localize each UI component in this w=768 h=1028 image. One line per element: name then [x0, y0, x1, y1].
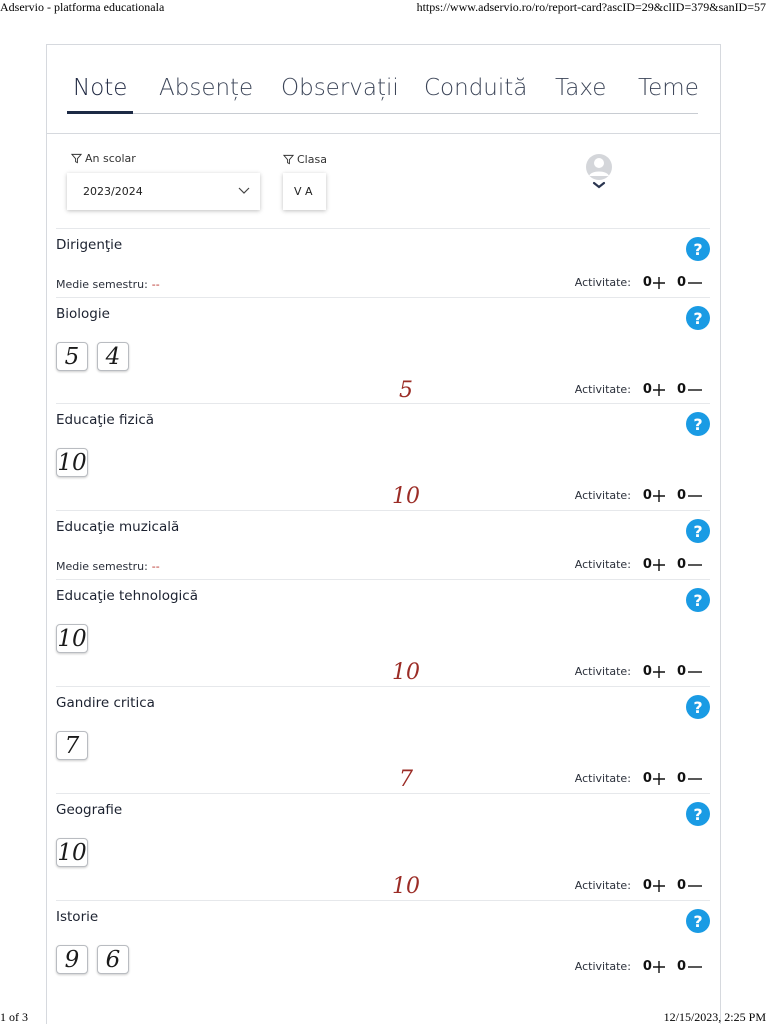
plus-icon[interactable]	[653, 666, 665, 678]
print-page-number: 1 of 3	[0, 1010, 28, 1024]
subject-row	[56, 403, 710, 511]
subject-row	[56, 297, 710, 404]
subject-average: 5	[399, 378, 413, 403]
plus-icon[interactable]	[653, 773, 665, 785]
grade-badge[interactable]: 5	[56, 342, 88, 371]
plus-count: 0	[642, 771, 652, 786]
semester-average-value: --	[151, 560, 160, 573]
minus-count: 0	[676, 771, 686, 786]
grade-badge[interactable]: 6	[97, 945, 129, 974]
semester-average	[56, 278, 160, 291]
plus-icon[interactable]	[653, 559, 665, 571]
year-select-value: 2023/2024	[83, 185, 143, 198]
filter-icon	[283, 154, 294, 165]
year-select[interactable]	[67, 173, 260, 210]
plus-count: 0	[642, 275, 652, 290]
activity-label: Activitate:	[574, 665, 631, 678]
plus-icon[interactable]	[653, 384, 665, 396]
minus-icon[interactable]	[688, 490, 702, 502]
activity-label: Activitate:	[574, 489, 631, 502]
class-select-value: V A	[294, 185, 313, 198]
subject-average: 10	[392, 484, 420, 509]
minus-icon[interactable]	[688, 384, 702, 396]
activity-points	[575, 275, 702, 290]
subject-name: Dirigenţie	[56, 237, 123, 253]
activity-label: Activitate:	[574, 276, 631, 289]
subject-name: Educaţie fizică	[56, 412, 155, 428]
subject-name: Educaţie muzicală	[56, 519, 180, 535]
class-filter-label	[283, 153, 327, 166]
minus-icon[interactable]	[688, 961, 702, 973]
print-datetime: 12/15/2023, 2:25 PM	[663, 1010, 766, 1024]
activity-points	[575, 959, 702, 974]
tab-absente[interactable]: Absențe	[159, 75, 254, 101]
minus-icon[interactable]	[688, 559, 702, 571]
minus-icon[interactable]	[688, 666, 702, 678]
plus-icon[interactable]	[653, 490, 665, 502]
help-icon[interactable]: ?	[686, 306, 710, 330]
active-tab-indicator	[67, 111, 133, 114]
activity-points	[575, 382, 702, 397]
subject-average: 7	[399, 767, 413, 792]
plus-count: 0	[642, 382, 652, 397]
tab-observatii[interactable]: Observații	[281, 75, 399, 101]
semester-average-value: --	[151, 278, 160, 291]
grade-badge[interactable]: 10	[57, 625, 87, 652]
minus-count: 0	[676, 878, 686, 893]
minus-icon[interactable]	[688, 773, 702, 785]
subject-row	[56, 793, 710, 901]
plus-icon[interactable]	[653, 880, 665, 892]
grade-badge[interactable]: 7	[56, 731, 88, 760]
help-icon[interactable]: ?	[686, 695, 710, 719]
tab-note[interactable]: Note	[73, 75, 128, 101]
class-filter-text: Clasa	[297, 153, 327, 166]
grade-badge[interactable]: 10	[57, 839, 87, 866]
minus-count: 0	[676, 959, 686, 974]
grade-badge[interactable]: 4	[97, 342, 129, 371]
year-filter-label	[71, 152, 136, 165]
tab-taxe[interactable]: Taxe	[555, 75, 607, 101]
subject-row	[56, 228, 710, 298]
tab-divider	[67, 113, 698, 114]
subject-name: Gandire critica	[56, 695, 155, 711]
subject-row	[56, 686, 710, 794]
tab-conduita[interactable]: Conduită	[424, 75, 528, 101]
activity-points	[575, 557, 702, 572]
filter-icon	[71, 153, 82, 164]
plus-count: 0	[642, 664, 652, 679]
minus-count: 0	[676, 275, 686, 290]
help-icon[interactable]: ?	[686, 909, 710, 933]
grade-badge[interactable]: 9	[56, 945, 88, 974]
grades-list	[56, 448, 88, 477]
grades-list	[56, 945, 129, 974]
print-url: https://www.adservio.ro/ro/report-card?ascID=29&clID=379&sanID=57	[416, 0, 766, 14]
activity-points	[575, 664, 702, 679]
print-header	[0, 0, 768, 18]
plus-icon[interactable]	[653, 277, 665, 289]
class-select[interactable]	[283, 173, 326, 210]
minus-count: 0	[676, 664, 686, 679]
minus-count: 0	[676, 488, 686, 503]
help-icon[interactable]: ?	[686, 237, 710, 261]
grades-list	[56, 838, 88, 867]
user-avatar-icon[interactable]	[584, 153, 614, 193]
help-icon[interactable]: ?	[686, 802, 710, 826]
tab-bar	[47, 45, 720, 134]
print-page-title: Adservio - platforma educationala	[0, 0, 165, 14]
activity-label: Activitate:	[574, 558, 631, 571]
subject-name: Istorie	[56, 909, 99, 925]
minus-count: 0	[676, 382, 686, 397]
subject-name: Geografie	[56, 802, 123, 818]
semester-average	[56, 560, 160, 573]
plus-count: 0	[642, 488, 652, 503]
activity-label: Activitate:	[574, 960, 631, 973]
subject-name: Biologie	[56, 306, 110, 322]
year-filter-text: An scolar	[85, 152, 136, 165]
plus-icon[interactable]	[653, 961, 665, 973]
grades-list	[56, 731, 88, 760]
grade-badge[interactable]: 10	[57, 449, 87, 476]
plus-count: 0	[642, 557, 652, 572]
activity-label: Activitate:	[574, 879, 631, 892]
help-icon[interactable]: ?	[686, 519, 710, 543]
subject-name: Educaţie tehnologică	[56, 588, 198, 604]
activity-label: Activitate:	[574, 772, 631, 785]
plus-count: 0	[642, 959, 652, 974]
subject-average: 10	[392, 660, 420, 685]
print-footer	[0, 1010, 768, 1028]
semester-average-label: Medie semestru:	[56, 278, 148, 291]
semester-average-label: Medie semestru:	[56, 560, 148, 573]
help-icon[interactable]: ?	[686, 588, 710, 612]
subject-row	[56, 900, 710, 981]
activity-label: Activitate:	[574, 383, 631, 396]
subject-average: 10	[392, 874, 420, 899]
activity-points	[575, 878, 702, 893]
subject-row	[56, 579, 710, 687]
minus-icon[interactable]	[688, 880, 702, 892]
activity-points	[575, 488, 702, 503]
grades-list	[56, 624, 88, 653]
subject-row	[56, 510, 710, 580]
plus-count: 0	[642, 878, 652, 893]
minus-count: 0	[676, 557, 686, 572]
help-icon[interactable]: ?	[686, 412, 710, 436]
chevron-down-icon	[238, 185, 250, 195]
activity-points	[575, 771, 702, 786]
tab-teme[interactable]: Teme	[638, 75, 699, 101]
minus-icon[interactable]	[688, 277, 702, 289]
grades-list	[56, 342, 129, 371]
